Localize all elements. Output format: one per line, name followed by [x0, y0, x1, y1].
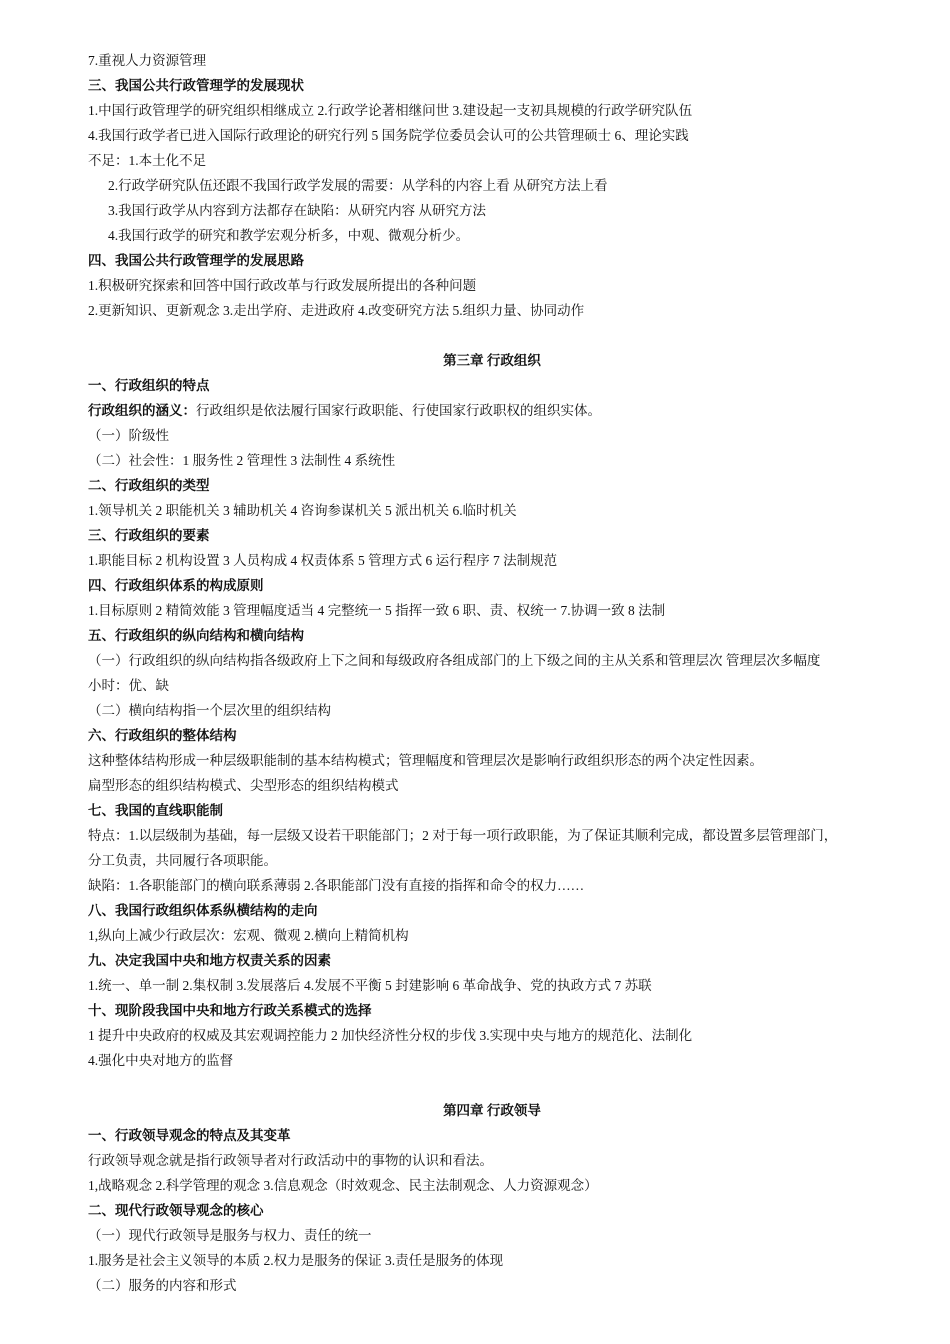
definition-text: 行政组织是依法履行国家行政职能、行使国家行政职权的组织实体。	[196, 403, 601, 418]
paragraph: 1,战略观念 2.科学管理的观念 3.信息观念（时效观念、民主法制观念、人力资源观念）	[88, 1178, 598, 1193]
list-item: 7.重视人力资源管理	[88, 53, 207, 68]
section-heading: 六、行政组织的整体结构	[88, 728, 237, 743]
paragraph: 1.统一、单一制 2.集权制 3.发展落后 4.发展不平衡 5 封建影响 6 革命战争、党的执政方式 7 苏联	[88, 978, 652, 993]
chapter-title: 第四章 行政领导	[443, 1103, 541, 1118]
paragraph: 扁型形态的组织结构模式、尖型形态的组织结构模式	[88, 778, 399, 793]
paragraph: （二）社会性：1 服务性 2 管理性 3 法制性 4 系统性	[88, 453, 396, 468]
paragraph: 4.我国行政学的研究和教学宏观分析多，中观、微观分析少。	[108, 228, 470, 243]
paragraph: 行政领导观念就是指行政领导者对行政活动中的事物的认识和看法。	[88, 1153, 493, 1168]
paragraph: 1,纵向上减少行政层次：宏观、微观 2.横向上精简机构	[88, 928, 409, 943]
paragraph: 1.中国行政管理学的研究组织相继成立 2.行政学论著相继问世 3.建设起一支初具规模的行政学研究队伍	[88, 103, 693, 118]
paragraph: 4.我国行政学者已进入国际行政理论的研究行列 5 国务院学位委员会认可的公共管理硕士 6、理论实践	[88, 128, 689, 143]
section-heading: 八、我国行政组织体系纵横结构的走向	[88, 903, 318, 918]
blank-line	[88, 1073, 896, 1098]
paragraph: 这种整体结构形成一种层级职能制的基本结构模式；管理幅度和管理层次是影响行政组织形态的两个决定性因素。	[88, 753, 763, 768]
paragraph: 不足：1.本土化不足	[88, 153, 207, 168]
paragraph: 1 提升中央政府的权威及其宏观调控能力 2 加快经济性分权的步伐 3.实现中央与地方的规范化、法制化	[88, 1028, 693, 1043]
paragraph: （二）横向结构指一个层次里的组织结构	[88, 703, 331, 718]
section-heading: 四、行政组织体系的构成原则	[88, 578, 264, 593]
paragraph: （二）服务的内容和形式	[88, 1278, 237, 1293]
paragraph: 1.服务是社会主义领导的本质 2.权力是服务的保证 3.责任是服务的体现	[88, 1253, 504, 1268]
paragraph: （一）阶级性	[88, 428, 169, 443]
definition-paragraph	[88, 398, 896, 423]
paragraph: 1.积极研究探索和回答中国行政改革与行政发展所提出的各种问题	[88, 278, 477, 293]
document-page	[88, 48, 896, 1298]
section-heading: 三、我国公共行政管理学的发展现状	[88, 78, 304, 93]
paragraph: （一）现代行政领导是服务与权力、责任的统一	[88, 1228, 372, 1243]
paragraph: 分工负责，共同履行各项职能。	[88, 853, 277, 868]
paragraph: 特点：1.以层级制为基础，每一层级又设若干职能部门；2 对于每一项行政职能，为了保证其顺利完成，都设置多层管理部门，	[88, 828, 838, 843]
section-heading: 一、行政领导观念的特点及其变革	[88, 1128, 291, 1143]
paragraph: 2.行政学研究队伍还跟不我国行政学发展的需要：从学科的内容上看 从研究方法上看	[108, 178, 608, 193]
section-heading: 一、行政组织的特点	[88, 378, 210, 393]
paragraph: 缺陷：1.各职能部门的横向联系薄弱 2.各职能部门没有直接的指挥和命令的权力……	[88, 878, 585, 893]
paragraph: 小时：优、缺	[88, 678, 169, 693]
paragraph: 1.职能目标 2 机构设置 3 人员构成 4 权责体系 5 管理方式 6 运行程序 7 法制规范	[88, 553, 558, 568]
blank-line	[88, 323, 896, 348]
section-heading: 三、行政组织的要素	[88, 528, 210, 543]
section-heading: 九、决定我国中央和地方权责关系的因素	[88, 953, 331, 968]
paragraph: （一）行政组织的纵向结构指各级政府上下之间和每级政府各组成部门的上下级之间的主从关系和管理层次 管理层次多幅度	[88, 653, 821, 668]
section-heading: 二、行政组织的类型	[88, 478, 210, 493]
section-heading: 五、行政组织的纵向结构和横向结构	[88, 628, 304, 643]
paragraph: 2.更新知识、更新观念 3.走出学府、走进政府 4.改变研究方法 5.组织力量、协同动作	[88, 303, 585, 318]
paragraph: 3.我国行政学从内容到方法都存在缺陷：从研究内容 从研究方法	[108, 203, 486, 218]
section-heading: 二、现代行政领导观念的核心	[88, 1203, 264, 1218]
section-heading: 四、我国公共行政管理学的发展思路	[88, 253, 304, 268]
definition-label: 行政组织的涵义：	[88, 403, 196, 418]
paragraph: 1.领导机关 2 职能机关 3 辅助机关 4 咨询参谋机关 5 派出机关 6.临时机关	[88, 503, 517, 518]
paragraph: 1.目标原则 2 精简效能 3 管理幅度适当 4 完整统一 5 指挥一致 6 职、责、权统一 7.协调一致 8 法制	[88, 603, 666, 618]
section-heading: 十、现阶段我国中央和地方行政关系模式的选择	[88, 1003, 372, 1018]
chapter-title: 第三章 行政组织	[443, 353, 541, 368]
paragraph: 4.强化中央对地方的监督	[88, 1053, 234, 1068]
section-heading: 七、我国的直线职能制	[88, 803, 223, 818]
